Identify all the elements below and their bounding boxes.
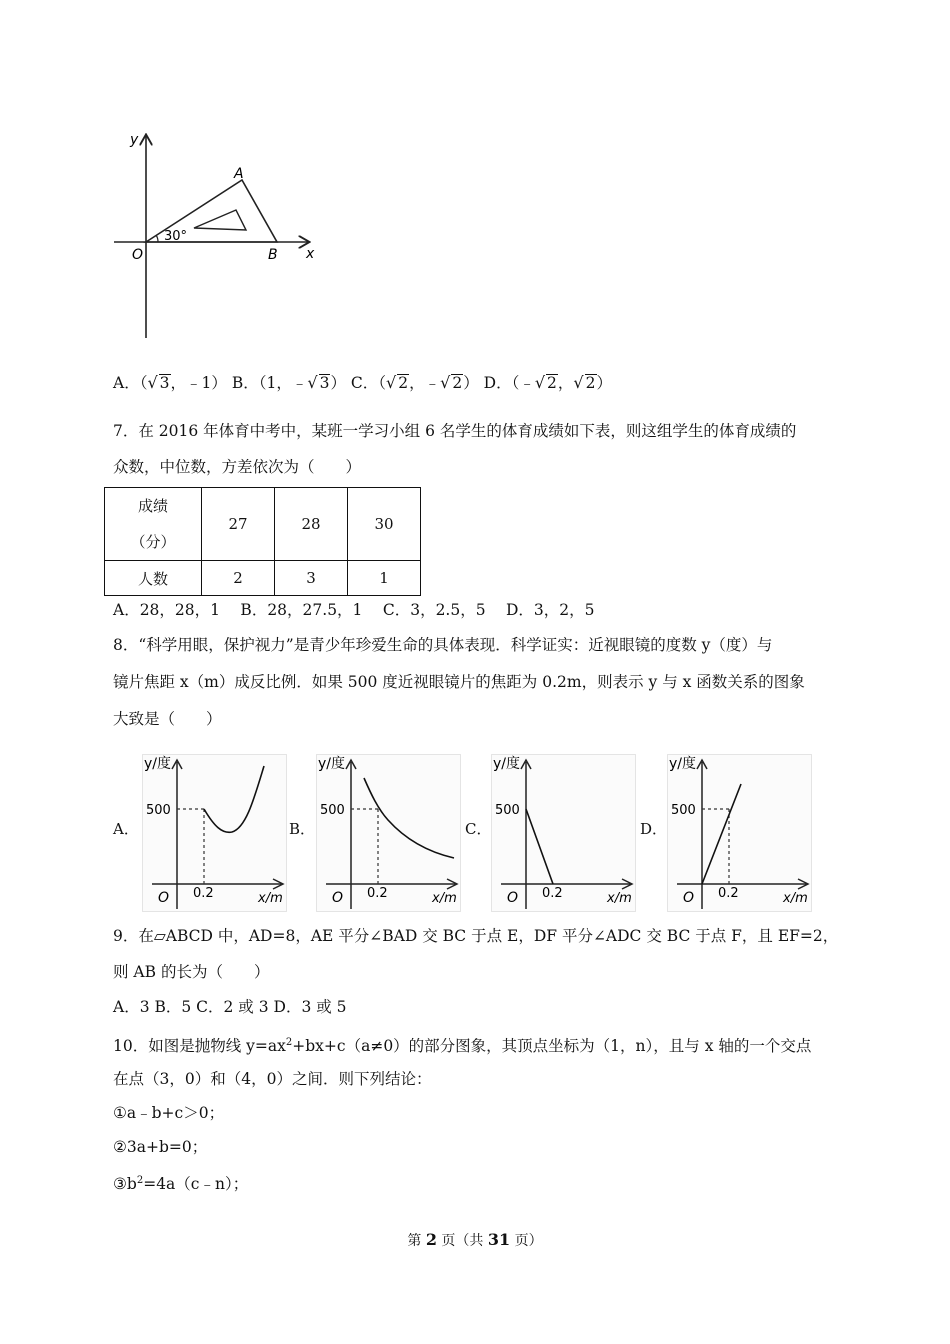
q6-triangle-inner [194,210,246,230]
svg-text:0.2: 0.2 [367,886,388,901]
q10-conclusion-1: ①a﹣b+c＞0； [113,1104,225,1122]
q10-conclusion-3: $③b^2=4a(c﹣n)$； [113,1175,249,1194]
q8-graph-b [316,754,461,912]
q7-options: A．28，28，1 B．28，27.5，1 C．3，2.5，5 D．3，2，5 [113,601,595,619]
q7-line-2: 众数，中位数，方差依次为（ ） [113,458,362,476]
svg-text:O: O [332,890,344,906]
page-number: 2 [425,1230,437,1249]
svg-text:500: 500 [671,803,696,818]
q8-option-c-label: C． [465,820,492,838]
total-pages: 31 [487,1230,511,1249]
table-cell: 27 [202,488,275,561]
svg-text:y/度: y/度 [318,756,346,772]
svg-text:x/m: x/m [607,891,632,906]
svg-text:O: O [683,890,695,906]
page-footer: 第 2 页（共 31 页） [407,1230,543,1249]
q8-line-1: 8．“科学用眼，保护视力”是青少年珍爱生命的具体表现．科学证实：近视眼镜的度数 y（度）与 [113,636,773,654]
svg-text:0.2: 0.2 [193,886,214,901]
q9-line-1: 9．在▱ABCD 中，AD=8，AE 平分∠BAD 交 BC 于点 E，DF 平分∠ADC 交 BC 于点 F，且 EF=2， [113,927,839,945]
q6-a-radicand: 3 [159,374,170,392]
q9-line-2: 则 AB 的长为（ ） [113,963,270,981]
q8-option-a-label: A． [113,820,139,838]
q10-line-2: 在点（3，0）和（4，0）之间．则下列结论： [113,1070,432,1088]
q7-score-table [104,487,421,596]
q6-angle-label: 30° [164,229,188,244]
q6-origin-label: O [132,247,144,263]
q6-x-label: x [306,246,315,262]
svg-text:500: 500 [146,803,171,818]
q8-graph-a [142,754,287,912]
table-cell: 2 [202,561,275,596]
q6-b-radicand: 3 [319,374,330,392]
q8-graph-c [491,754,636,912]
svg-text:y/度: y/度 [669,756,697,772]
table-cell: 3 [275,561,348,596]
q6-point-a-label: A [234,166,244,182]
q6-angle-arc [156,235,158,242]
q8-line-2: 镜片焦距 x（m）成反比例．如果 500 度近视眼镜片的焦距为 0.2m，则表示 y 与 x 函数关系的图象 [113,673,805,691]
q8-option-d-label: D． [640,820,668,838]
svg-text:O: O [158,890,170,906]
svg-text:x/m: x/m [783,891,808,906]
table-cell: 28 [275,488,348,561]
q6-options: A．（√ 3，﹣1） B．（1，﹣√ 3） C．（√ 2，﹣√ 2） D．（﹣√ 2，√ 2） [113,373,613,392]
svg-text:500: 500 [320,803,345,818]
table-header-cell: 人数 [105,561,202,596]
q7-line-1: 7．在 2016 年体育中考中，某班一学习小组 6 名学生的体育成绩如下表，则这组学生的体育成绩的 [113,422,797,440]
q6-y-label: y [130,132,139,148]
q8-line-3: 大致是（ ） [113,710,222,728]
q10-conclusion-2: ②3a+b=0； [113,1138,208,1156]
svg-text:x/m: x/m [432,891,457,906]
svg-text:y/度: y/度 [144,756,172,772]
q8-option-b-label: B． [289,820,316,838]
svg-text:O: O [507,890,519,906]
svg-text:0.2: 0.2 [542,886,563,901]
svg-text:y/度: y/度 [493,756,521,772]
svg-text:x/m: x/m [258,891,283,906]
q8-graph-d [667,754,812,912]
table-row [105,488,421,561]
q6-point-b-label: B [268,247,278,263]
q10-line-1: 10．如图是抛物线 $y=ax^2+bx+c(a\ne 0)$的部分图象，其顶点坐标为（1，n），且与 x 轴的一个交点 [113,1037,812,1056]
table-row [105,561,421,596]
table-cell: 1 [348,561,421,596]
q9-options: A．3 B．5 C．2 或 3 D．3 或 5 [113,998,347,1016]
table-cell: 30 [348,488,421,561]
svg-text:500: 500 [495,803,520,818]
svg-text:0.2: 0.2 [718,886,739,901]
q6-figure [112,128,322,343]
table-header-cell: 成绩 （分） [105,488,202,561]
